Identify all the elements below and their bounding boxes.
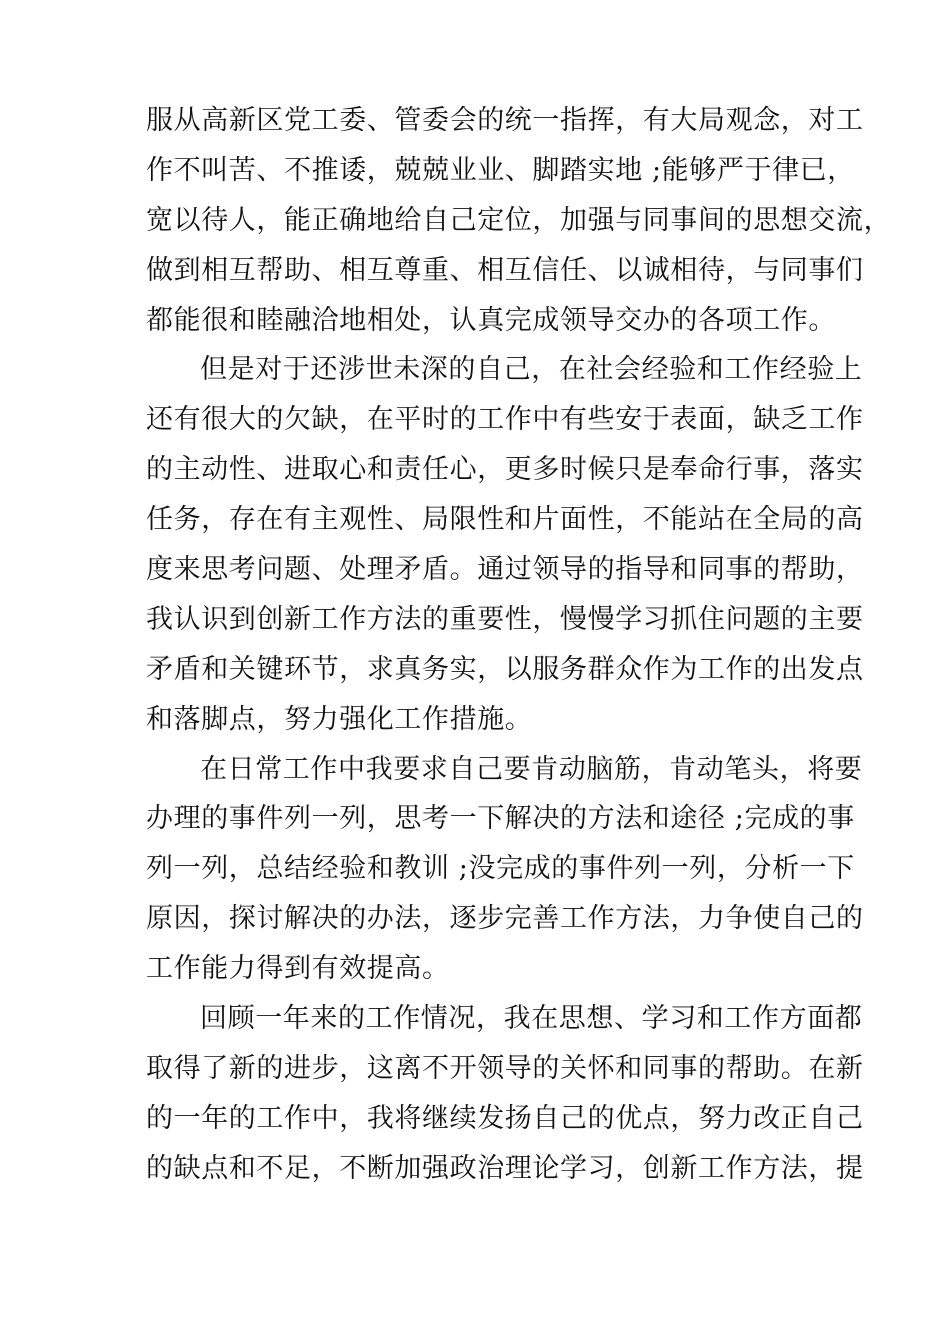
text-line: 的主动性、进取心和责任心，更多时候只是奉命行事，落实 — [146, 454, 864, 486]
text-line: 的缺点和不足，不断加强政治理论学习，创新工作方法，提 — [146, 1152, 864, 1184]
text-line: 宽以待人，能正确地给自己定位，加强与同事间的思想交流， — [146, 204, 892, 236]
text-line: 任务，存在有主观性、局限性和片面性，不能站在全局的高 — [146, 504, 864, 536]
text-line: 原因，探讨解决的办法，逐步完善工作方法，力争使自己的 — [146, 903, 864, 935]
text-line: 和落脚点，努力强化工作措施。 — [146, 703, 533, 735]
text-line: 做到相互帮助、相互尊重、相互信任、以诚相待，与同事们 — [146, 254, 864, 286]
text-line: 列一列，总结经验和教训 ;没完成的事件列一列，分析一下 — [146, 853, 855, 885]
text-line: 工作能力得到有效提高。 — [146, 953, 450, 985]
paragraph-first-line: 回顾一年来的工作情况，我在思想、学习和工作方面都 — [200, 1003, 863, 1035]
text-line: 作不叫苦、不推诿，兢兢业业、脚踏实地 ;能够严于律已， — [146, 154, 855, 186]
text-line: 的一年的工作中，我将继续发扬自己的优点，努力改正自己 — [146, 1102, 864, 1134]
text-line: 办理的事件列一列，思考一下解决的方法和途径 ;完成的事 — [146, 803, 855, 835]
text-line: 都能很和睦融洽地相处，认真完成领导交办的各项工作。 — [146, 304, 836, 336]
paragraph-first-line: 在日常工作中我要求自己要肯动脑筋，肯动笔头，将要 — [200, 753, 863, 785]
body-text — [146, 96, 892, 1194]
text-line: 度来思考问题、处理矛盾。通过领导的指导和同事的帮助， — [146, 554, 864, 586]
paragraph-first-line: 但是对于还涉世未深的自己，在社会经验和工作经验上 — [200, 354, 863, 386]
text-line: 还有很大的欠缺，在平时的工作中有些安于表面，缺乏工作 — [146, 404, 864, 436]
text-line: 取得了新的进步，这离不开领导的关怀和同事的帮助。在新 — [146, 1052, 864, 1084]
text-line: 服从高新区党工委、管委会的统一指挥，有大局观念，对工 — [146, 105, 864, 136]
text-line: 矛盾和关键环节，求真务实，以服务群众作为工作的出发点 — [146, 653, 864, 685]
text-line: 我认识到创新工作方法的重要性，慢慢学习抓住问题的主要 — [146, 603, 864, 635]
